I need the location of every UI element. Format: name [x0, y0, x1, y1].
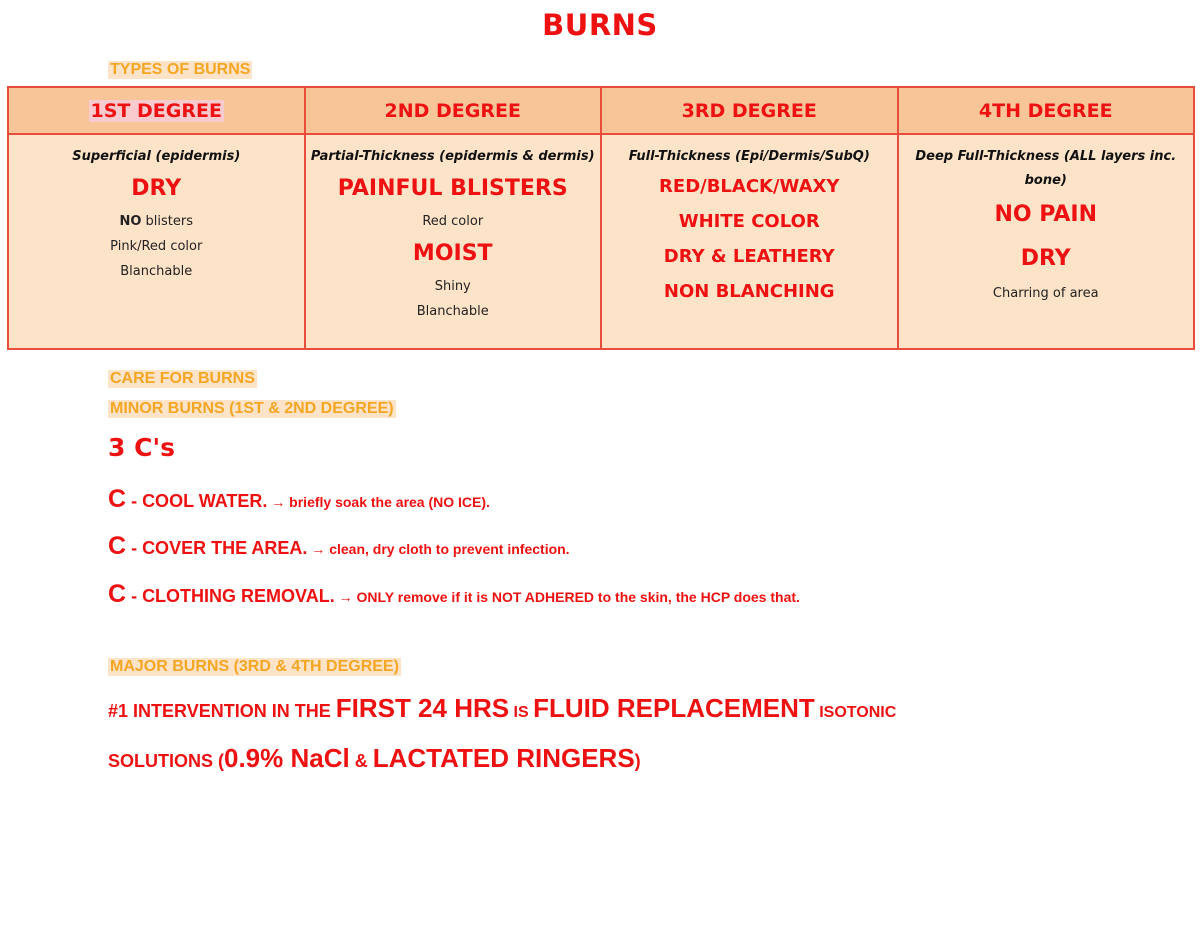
first-degree-no-blisters: NO blisters [119, 214, 194, 229]
c-line-cover-area: C - COVER THE AREA. → clean, dry cloth to prevent infection. [108, 532, 570, 560]
header-3rd-degree: 3RD DEGREE [601, 87, 898, 134]
fourth-degree-key2: DRY [1020, 246, 1071, 271]
major-burns-heading: MAJOR BURNS (3RD & 4TH DEGREE) [110, 658, 399, 675]
cell-4th-degree [898, 134, 1195, 349]
fourth-degree-subtitle: Deep Full-Thickness (ALL layers inc. bone) [915, 149, 1177, 188]
third-degree-item: WHITE COLOR [678, 211, 820, 232]
table-header-row [8, 87, 1194, 134]
cell-2nd-degree [305, 134, 602, 349]
fourth-degree-key1: NO PAIN [994, 202, 1097, 227]
first-degree-line2: Pink/Red color [110, 239, 203, 254]
second-degree-line2: Shiny [434, 279, 471, 294]
first-degree-subtitle: Superficial (epidermis) [72, 149, 241, 164]
first-degree-line3: Blanchable [120, 264, 193, 279]
c-line-cool-water: C - COOL WATER. → briefly soak the area (NO ICE). [108, 485, 490, 513]
major-intervention-line2: SOLUTIONS (0.9% NaCl & LACTATED RINGERS) [108, 743, 641, 773]
types-of-burns-heading: TYPES OF BURNS [110, 61, 251, 78]
header-4th-degree: 4TH DEGREE [898, 87, 1195, 134]
third-degree-item: NON BLANCHING [663, 281, 835, 302]
second-degree-key2: MOIST [412, 241, 493, 266]
header-2nd-degree: 2ND DEGREE [305, 87, 602, 134]
burn-degrees-table [7, 86, 1195, 350]
page-title: BURNS [542, 8, 658, 42]
second-degree-key1: PAINFUL BLISTERS [337, 176, 568, 201]
fourth-degree-line1: Charring of area [992, 286, 1099, 301]
table-body-row [8, 134, 1194, 349]
third-degree-item: DRY & LEATHERY [663, 246, 835, 267]
third-degree-subtitle: Full-Thickness (Epi/Dermis/SubQ) [628, 149, 870, 164]
cell-1st-degree [8, 134, 305, 349]
major-intervention-line1: #1 INTERVENTION IN THE FIRST 24 HRS IS FLUID REPLACEMENT ISOTONIC [108, 693, 897, 723]
three-cs-title: 3 C's [108, 433, 175, 462]
care-for-burns-heading: CARE FOR BURNS [110, 370, 255, 387]
cell-3rd-degree [601, 134, 898, 349]
second-degree-subtitle: Partial-Thickness (epidermis & dermis) [310, 149, 595, 164]
c-line-clothing-removal: C - CLOTHING REMOVAL. → ONLY remove if it is NOT ADHERED to the skin, the HCP does that. [108, 580, 800, 608]
first-degree-key: DRY [131, 176, 182, 201]
header-1st-degree: 1ST DEGREE [8, 87, 305, 134]
third-degree-item: RED/BLACK/WAXY [659, 176, 840, 197]
minor-burns-heading: MINOR BURNS (1ST & 2ND DEGREE) [110, 400, 394, 417]
second-degree-line3: Blanchable [416, 304, 489, 319]
second-degree-line1: Red color [422, 214, 484, 229]
